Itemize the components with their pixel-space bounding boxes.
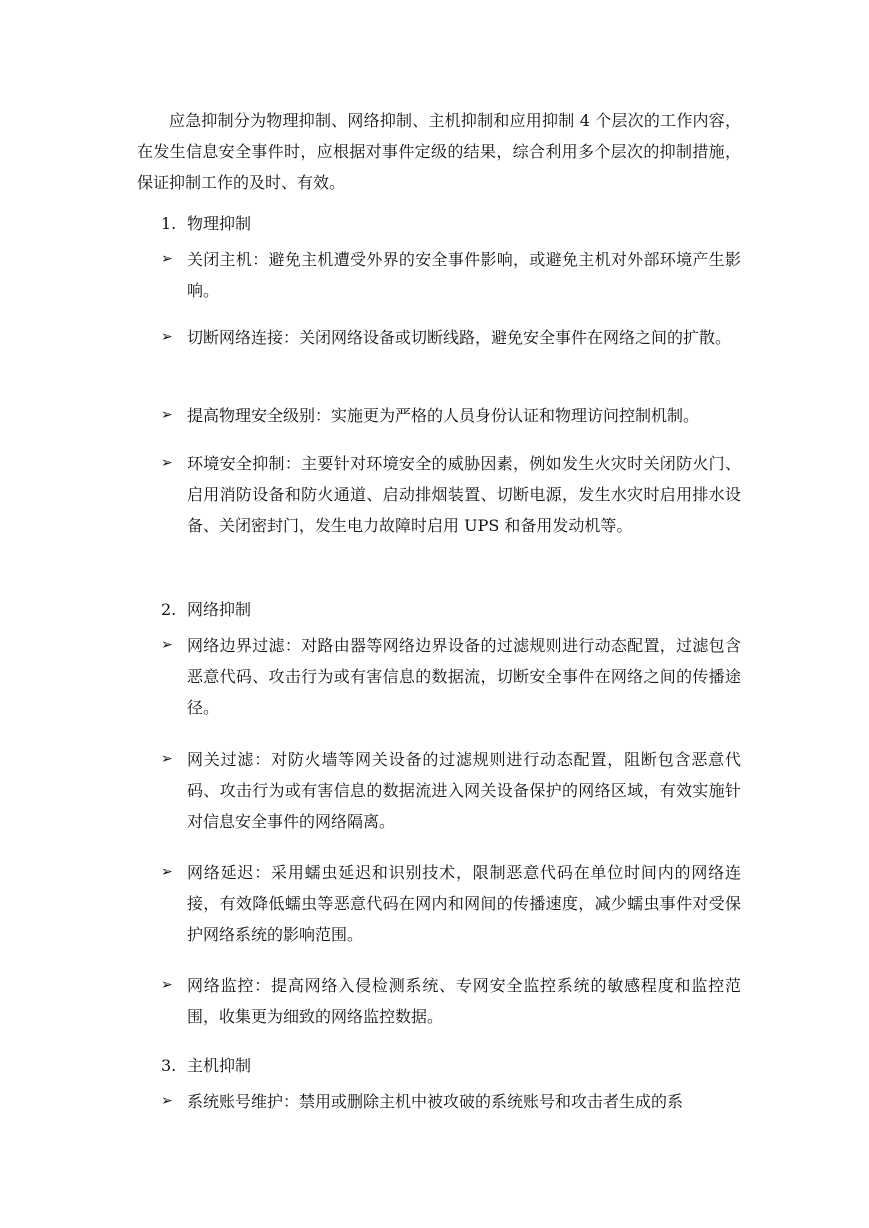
list-item [161, 244, 741, 306]
list-item [161, 970, 741, 1032]
list-item [161, 448, 741, 541]
list-item-text: 环境安全抑制：主要针对环境安全的威胁因素，例如发生火灾时关闭防火门、启用消防设备和防火通道、启动排烟装置、切断电源，发生水灾时启用排水设备、关闭密封门，发生电力故障时启用 UPS 和备用发动机等。 [187, 454, 741, 535]
section-title: 网络抑制 [187, 600, 252, 619]
section-number: 3. [161, 1056, 177, 1075]
list-item-text: 关闭主机：避免主机遭受外界的安全事件影响，或避免主机对外部环境产生影响。 [187, 250, 741, 300]
arrow-bullet-icon: ➢ [161, 864, 173, 880]
arrow-bullet-icon: ➢ [161, 637, 173, 653]
list-item-text: 切断网络连接：关闭网络设备或切断线路，避免安全事件在网络之间的扩散。 [187, 328, 732, 347]
section-title: 物理抑制 [187, 214, 252, 233]
section-heading-1 [161, 208, 251, 239]
list-item [161, 400, 741, 431]
arrow-bullet-icon: ➢ [161, 251, 173, 267]
intro-paragraph: 应急抑制分为物理抑制、网络抑制、主机抑制和应用抑制 4 个层次的工作内容，在发生信息安全事件时，应根据对事件定级的结果，综合利用多个层次的抑制措施，保证抑制工作的及时、有效。 [137, 111, 741, 192]
list-item-text: 网络监控：提高网络入侵检测系统、专网安全监控系统的敏感程度和监控范围，收集更为细致的网络监控数据。 [187, 976, 741, 1026]
list-item-text: 提高物理安全级别：实施更为严格的人员身份认证和物理访问控制机制。 [187, 406, 700, 425]
section-number: 1. [161, 214, 177, 233]
arrow-bullet-icon: ➢ [161, 329, 173, 345]
list-item [161, 630, 741, 723]
list-item-text: 网络边界过滤：对路由器等网络边界设备的过滤规则进行动态配置，过滤包含恶意代码、攻击行为或有害信息的数据流，切断安全事件在网络之间的传播途径。 [187, 636, 741, 717]
list-item [161, 857, 741, 950]
list-item-text: 网络延迟：采用蠕虫延迟和识别技术，限制恶意代码在单位时间内的网络连接，有效降低蠕虫等恶意代码在网内和网间的传播速度，减少蠕虫事件对受保护网络系统的影响范围。 [187, 863, 741, 944]
arrow-bullet-icon: ➢ [161, 977, 173, 993]
arrow-bullet-icon: ➢ [161, 407, 173, 423]
list-item [161, 744, 741, 837]
list-item [161, 1086, 741, 1117]
arrow-bullet-icon: ➢ [161, 1093, 173, 1109]
section-heading-3 [161, 1050, 251, 1081]
list-item-text: 系统账号维护：禁用或删除主机中被攻破的系统账号和攻击者生成的系 [187, 1092, 684, 1111]
arrow-bullet-icon: ➢ [161, 751, 173, 767]
arrow-bullet-icon: ➢ [161, 455, 173, 471]
section-heading-2 [161, 594, 251, 625]
section-title: 主机抑制 [187, 1056, 252, 1075]
list-item-text: 网关过滤：对防火墙等网关设备的过滤规则进行动态配置，阻断包含恶意代码、攻击行为或有害信息的数据流进入网关设备保护的网络区域，有效实施针对信息安全事件的网络隔离。 [187, 750, 741, 831]
list-item [161, 322, 741, 353]
section-number: 2. [161, 600, 177, 619]
